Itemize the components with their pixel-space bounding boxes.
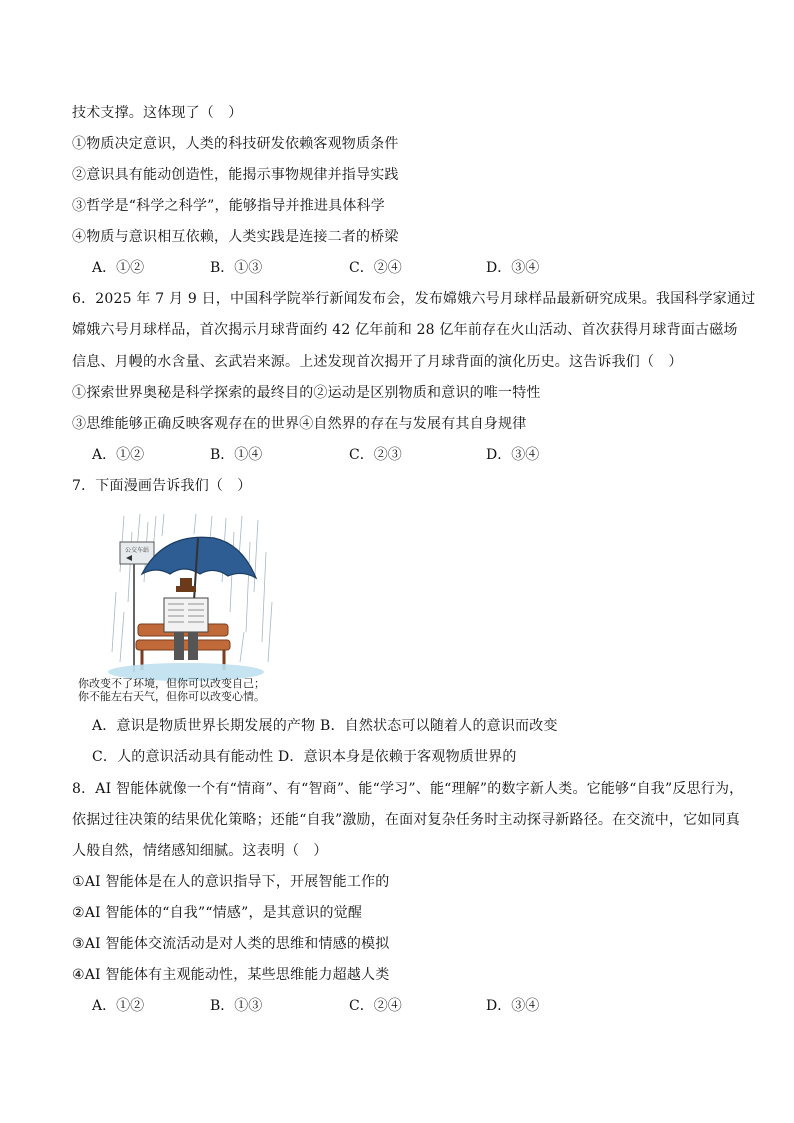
q6-statement-2: ③思维能够正确反映客观存在的世界④自然界的存在与发展有其自身规律	[72, 416, 527, 432]
q5-option-c[interactable]: C．②④	[349, 260, 402, 276]
q5-option-b[interactable]: B．①③	[210, 260, 263, 276]
q8-option-d[interactable]: D．③④	[486, 998, 540, 1014]
q7-options-row-2[interactable]: C．人的意识活动具有能动性 D．意识本身是依赖于客观物质世界的	[92, 749, 517, 765]
q8-statement-1: ①AI 智能体是在人的意识指导下，开展智能工作的	[72, 874, 390, 890]
q7-stem: 7．下面漫画告诉我们（ ）	[72, 478, 252, 494]
q8-stem-line-2: 依据过往决策的结果优化策略；还能“自我”激励，在面对复杂任务时主动探寻新路径。在交流中，它如同真	[72, 812, 740, 828]
q8-stem-line-3: 人般自然，情绪感知细腻。这表明（ ）	[72, 843, 328, 859]
comic-caption-line-2: 你不能左右天气，但你可以改变心情。	[78, 690, 265, 703]
q5-option-a[interactable]: A．①②	[92, 260, 145, 276]
q8-statement-3: ③AI 智能体交流活动是对人类的思维和情感的模拟	[72, 936, 390, 952]
q8-statement-2: ②AI 智能体的“自我”“情感”，是其意识的觉醒	[72, 905, 363, 921]
q8-statement-4: ④AI 智能体有主观能动性，某些思维能力超越人类	[72, 967, 390, 983]
umbrella-canopy	[142, 537, 256, 578]
q8-option-b[interactable]: B．①③	[210, 998, 263, 1014]
q5-stem-tail: 技术支撑。这体现了（ ）	[72, 105, 243, 121]
q8-option-c[interactable]: C．②④	[349, 998, 402, 1014]
q6-option-b[interactable]: B．①④	[210, 447, 263, 463]
comic-caption-line-1: 你改变不了环境，但你可以改变自己；	[78, 677, 265, 690]
q5-statement-4: ④物质与意识相互依赖，人类实践是连接二者的桥梁	[72, 229, 399, 245]
q7-options-row-1[interactable]: A．意识是物质世界长期发展的产物 B．自然状态可以随着人的意识而改变	[92, 718, 558, 734]
q6-option-c[interactable]: C．②③	[349, 447, 402, 463]
q5-statement-1: ①物质决定意识，人类的科技研发依赖客观物质条件	[72, 136, 399, 152]
q5-statement-2: ②意识具有能动创造性，能揭示事物规律并指导实践	[72, 167, 399, 183]
leg-right	[188, 632, 198, 660]
q8-option-a[interactable]: A．①②	[92, 998, 145, 1014]
bus-stop-sign-text: 公交车站	[124, 547, 150, 554]
q5-statement-3: ③哲学是“科学之科学”，能够指导并推进具体科学	[72, 198, 385, 214]
q6-statement-1: ①探索世界奥秘是科学探索的最终目的②运动是区别物质和意识的唯一特性	[72, 385, 541, 401]
hat-top	[180, 578, 192, 588]
q8-stem-line-1: 8．AI 智能体就像一个有“情商”、有“智商”、能“学习”、能“理解”的数字新人类。它能够“自我”反思行为，	[72, 781, 744, 797]
q6-stem-line-3: 信息、月幔的水含量、玄武岩来源。上述发现首次揭开了月球背面的演化历史。这告诉我们（ ）	[72, 354, 683, 370]
newspaper	[164, 598, 208, 632]
q6-stem-line-2: 嫦娥六号月球样品，首次揭示月球背面约 42 亿年前和 28 亿年前存在火山活动、首次获得月球背面古磁场	[72, 322, 738, 338]
q6-option-d[interactable]: D．③④	[486, 447, 540, 463]
q6-stem-line-1: 6．2025 年 7 月 9 日，中国科学院举行新闻发布会，发布嫦娥六号月球样品最新研究成果。我国科学家通过	[72, 291, 756, 307]
leg-left	[174, 632, 184, 660]
q6-option-a[interactable]: A．①②	[92, 447, 145, 463]
comic-illustration	[76, 512, 286, 702]
q5-option-d[interactable]: D．③④	[486, 260, 540, 276]
